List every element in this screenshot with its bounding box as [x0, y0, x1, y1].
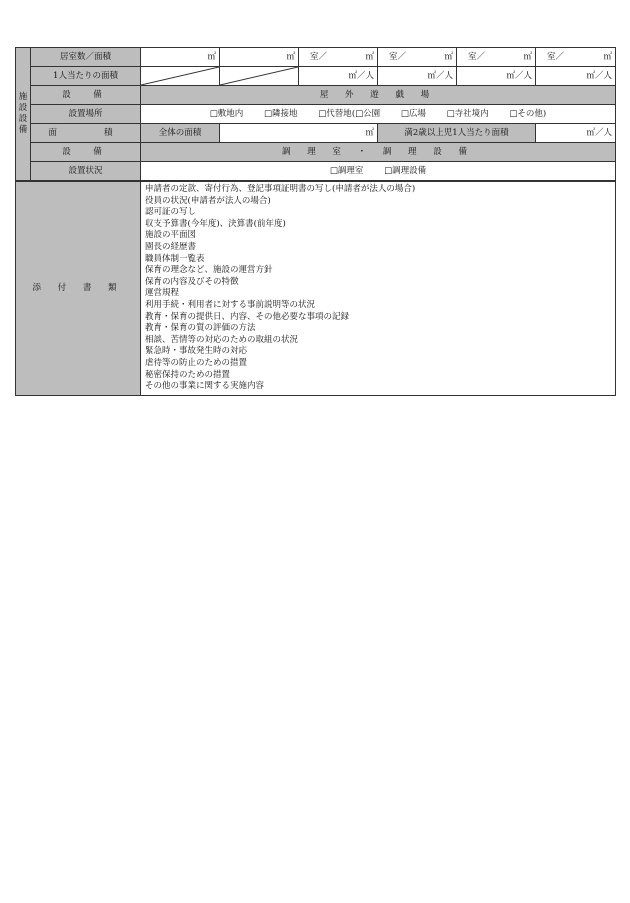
facility-form: [15, 47, 615, 396]
outdoor-equipment-label: 設 備: [31, 86, 141, 105]
doc-item: 相談、苦情等の対応のための取組の状況: [145, 334, 299, 345]
doc-item: 虐待等の防止のための措置: [145, 357, 248, 368]
total-area-label: 全体の面積: [141, 124, 220, 143]
attachments-list: [141, 182, 616, 396]
doc-item: 園長の経歴書: [145, 241, 197, 252]
rooms-cell-2[interactable]: ㎡: [220, 48, 299, 67]
attachments-row: [16, 182, 616, 396]
doc-item: 保育の理念など、施設の運営方針: [145, 265, 273, 276]
kitchen-equipment-label: 設 備: [31, 143, 141, 162]
install-label: 設置状況: [31, 162, 141, 181]
option-other[interactable]: □その他): [509, 108, 547, 119]
kitchen-title: 調 理 室 ・ 調 理 設 備: [141, 143, 616, 162]
doc-item: 施設の平面図: [145, 230, 197, 241]
per-child-area-field[interactable]: ㎡／人: [536, 124, 616, 143]
location-label: 設置場所: [31, 105, 141, 124]
doc-item: 運営規程: [145, 288, 180, 299]
outdoor-playground-title: 屋 外 遊 戯 場: [141, 86, 616, 105]
doc-item: 緊急時・事故発生時の対応: [145, 346, 248, 357]
per-person-row: [16, 67, 616, 86]
doc-item: 教育・保育の質の評価の方法: [145, 323, 256, 334]
area-label: 面 積: [31, 124, 141, 143]
per-person-cell-4[interactable]: ㎡／人: [378, 67, 457, 86]
attachments-table: [15, 181, 616, 396]
per-person-cell-6[interactable]: ㎡／人: [536, 67, 616, 86]
doc-item: 利用手続・利用者に対する事前説明等の状況: [145, 299, 316, 310]
section-label-facility: 施 設 設 備: [16, 48, 31, 181]
doc-item: 申請者の定款、寄付行為、登記事項証明書の写し(申請者が法人の場合): [145, 184, 416, 194]
doc-item: 保育の内容及びその特徴: [145, 276, 239, 287]
per-person-label: 1人当たりの面積: [31, 67, 141, 86]
outdoor-header-row: [16, 86, 616, 105]
rooms-cell-3[interactable]: 室／ ㎡: [299, 48, 378, 67]
doc-item: 認可証の写し: [145, 207, 197, 218]
area-row: [16, 124, 616, 143]
option-kitchen-room[interactable]: □調理室: [329, 165, 364, 176]
option-plaza[interactable]: □広場: [400, 108, 426, 119]
option-kitchen-equipment[interactable]: □調理設備: [384, 165, 427, 176]
per-person-cell-5[interactable]: ㎡／人: [457, 67, 536, 86]
location-options: [141, 105, 616, 124]
kitchen-header-row: [16, 143, 616, 162]
doc-item: 収支予算書(今年度)、決算書(前年度): [145, 218, 286, 229]
rooms-cell-4[interactable]: 室／ ㎡: [378, 48, 457, 67]
doc-item: 役員の状況(申請者が法人の場合): [145, 195, 271, 206]
rooms-cell-5[interactable]: 室／ ㎡: [457, 48, 536, 67]
option-adjacent[interactable]: □隣接地: [264, 108, 298, 119]
location-row: [16, 105, 616, 124]
doc-item: その他の事業に関する実施内容: [145, 381, 265, 392]
option-temple-shrine[interactable]: □寺社境内: [446, 108, 489, 119]
doc-item: 秘密保持のための措置: [145, 369, 231, 380]
per-person-cell-1-disabled: [141, 67, 220, 86]
doc-item: 教育・保育の提供日、内容、その他必要な事項の記録: [145, 311, 350, 322]
rooms-cell-1[interactable]: ㎡: [141, 48, 220, 67]
per-person-cell-2-disabled: [220, 67, 299, 86]
install-row: [16, 162, 616, 181]
doc-item: 職員体制一覧表: [145, 253, 205, 264]
per-child-area-label: 満2歳以上児1人当たり面積: [378, 124, 536, 143]
rooms-row: [16, 48, 616, 67]
option-alternative-park[interactable]: □代替地(□公園: [318, 108, 381, 119]
install-options: [141, 162, 616, 181]
per-person-cell-3[interactable]: ㎡／人: [299, 67, 378, 86]
facility-table: [15, 47, 616, 181]
rooms-label: 居室数／面積: [31, 48, 141, 67]
rooms-cell-6[interactable]: 室／ ㎡: [536, 48, 616, 67]
attachments-label: 添 付 書 類: [16, 182, 141, 396]
option-on-site[interactable]: □敷地内: [209, 108, 244, 119]
total-area-field[interactable]: ㎡: [220, 124, 378, 143]
